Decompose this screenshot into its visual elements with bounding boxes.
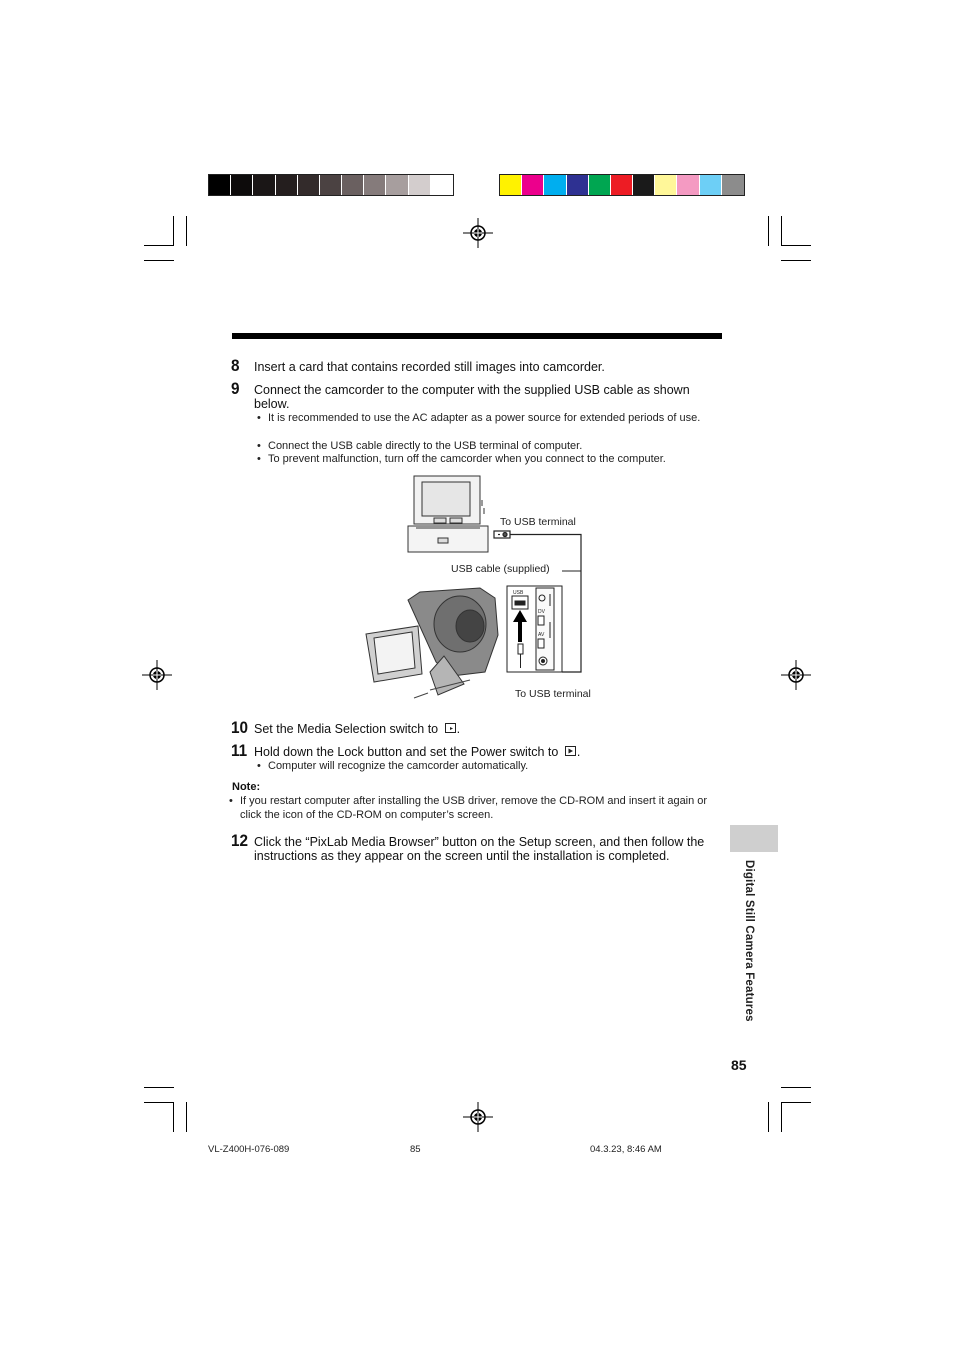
color-swatch bbox=[276, 175, 298, 195]
diagram-label-bottom-usb: To USB terminal bbox=[515, 688, 591, 700]
step-text: Set the Media Selection switch to . bbox=[254, 722, 461, 736]
color-swatch bbox=[722, 175, 744, 195]
registration-mark-icon bbox=[781, 660, 811, 690]
step-text: Insert a card that contains recorded still images into camcorder. bbox=[254, 360, 605, 374]
bullet-text: It is recommended to use the AC adapter as a power source for extended periods of use. bbox=[268, 412, 701, 424]
play-icon bbox=[565, 746, 577, 757]
note-text: If you restart computer after installing the USB driver, remove the CD-ROM and insert it again or click the icon of the CD-ROM on computer’s screen. bbox=[240, 795, 708, 821]
color-swatch bbox=[231, 175, 253, 195]
step-number: 10 bbox=[231, 718, 249, 737]
registration-mark-icon bbox=[463, 1102, 493, 1132]
color-swatch bbox=[700, 175, 722, 195]
color-swatch bbox=[320, 175, 342, 195]
color-swatch bbox=[364, 175, 386, 195]
card-media-icon bbox=[445, 723, 457, 734]
color-swatch bbox=[633, 175, 655, 195]
registration-mark-icon bbox=[463, 218, 493, 248]
step-number: 11 bbox=[231, 741, 248, 760]
footer-right: 04.3.23, 8:46 AM bbox=[590, 1144, 662, 1155]
grayscale-bar bbox=[208, 174, 454, 196]
list-item bbox=[257, 759, 723, 773]
bullet-dot: • bbox=[257, 440, 261, 452]
footer-center: 85 bbox=[410, 1144, 421, 1155]
bullet-dot: • bbox=[229, 795, 233, 807]
step-text: Click the “PixLab Media Browser” button on the Setup screen, and then follow the instructions as they appear on the screen until the installation is completed. bbox=[254, 835, 705, 863]
registration-mark-icon bbox=[142, 660, 172, 690]
bullet-text: To prevent malfunction, turn off the camcorder when you connect to the computer. bbox=[268, 453, 666, 465]
usb-connection-diagram bbox=[360, 470, 610, 710]
step-text: Connect the camcorder to the computer with the supplied USB cable as shown below. bbox=[254, 383, 690, 411]
color-swatch bbox=[431, 175, 453, 195]
step-text: Hold down the Lock button and set the Power switch to . bbox=[254, 745, 581, 759]
color-swatch bbox=[544, 175, 566, 195]
step-number: 8 bbox=[231, 356, 240, 375]
step-text-content: Hold down the Lock button and set the Power switch to bbox=[254, 745, 559, 759]
jack-av-label: AV bbox=[538, 632, 545, 638]
computer-illustration bbox=[408, 476, 488, 552]
bullet-text: Connect the USB cable directly to the USB terminal of computer. bbox=[268, 440, 583, 452]
color-swatch bbox=[386, 175, 408, 195]
color-swatch bbox=[298, 175, 320, 195]
color-swatch bbox=[500, 175, 522, 195]
jack-dv-label: DV bbox=[538, 609, 545, 615]
bullet-text: Computer will recognize the camcorder automatically. bbox=[268, 760, 529, 772]
section-rule bbox=[232, 333, 722, 339]
side-tab bbox=[730, 825, 778, 852]
step-text-content: Set the Media Selection switch to bbox=[254, 722, 439, 736]
diagram-label-cable: USB cable (supplied) bbox=[451, 563, 550, 575]
bullet-dot: • bbox=[257, 760, 261, 772]
step-number: 12 bbox=[231, 831, 249, 850]
page-number: 85 bbox=[731, 1057, 747, 1073]
color-swatch bbox=[209, 175, 231, 195]
step-number: 9 bbox=[231, 379, 240, 398]
bullet-dot: • bbox=[257, 453, 261, 465]
note-title: Note: bbox=[232, 781, 261, 793]
camcorder-illustration bbox=[366, 588, 498, 698]
color-swatch bbox=[677, 175, 699, 195]
jack-usb-label: USB bbox=[513, 590, 524, 596]
color-swatch bbox=[589, 175, 611, 195]
list-item bbox=[257, 411, 723, 425]
color-swatch bbox=[655, 175, 677, 195]
color-swatch bbox=[522, 175, 544, 195]
color-swatch bbox=[567, 175, 589, 195]
section-side-label: Digital Still Camera Features bbox=[743, 860, 755, 1022]
diagram-label-top-usb: To USB terminal bbox=[500, 516, 576, 528]
footer-left: VL-Z400H-076-089 bbox=[208, 1144, 290, 1155]
list-item bbox=[257, 452, 723, 466]
jack-panel bbox=[507, 586, 562, 672]
color-swatch bbox=[253, 175, 275, 195]
color-swatch bbox=[611, 175, 633, 195]
color-swatch bbox=[342, 175, 364, 195]
list-item bbox=[257, 439, 723, 453]
bullet-dot: • bbox=[257, 412, 261, 424]
color-bar bbox=[499, 174, 745, 196]
note-item bbox=[229, 794, 725, 822]
color-swatch bbox=[409, 175, 431, 195]
